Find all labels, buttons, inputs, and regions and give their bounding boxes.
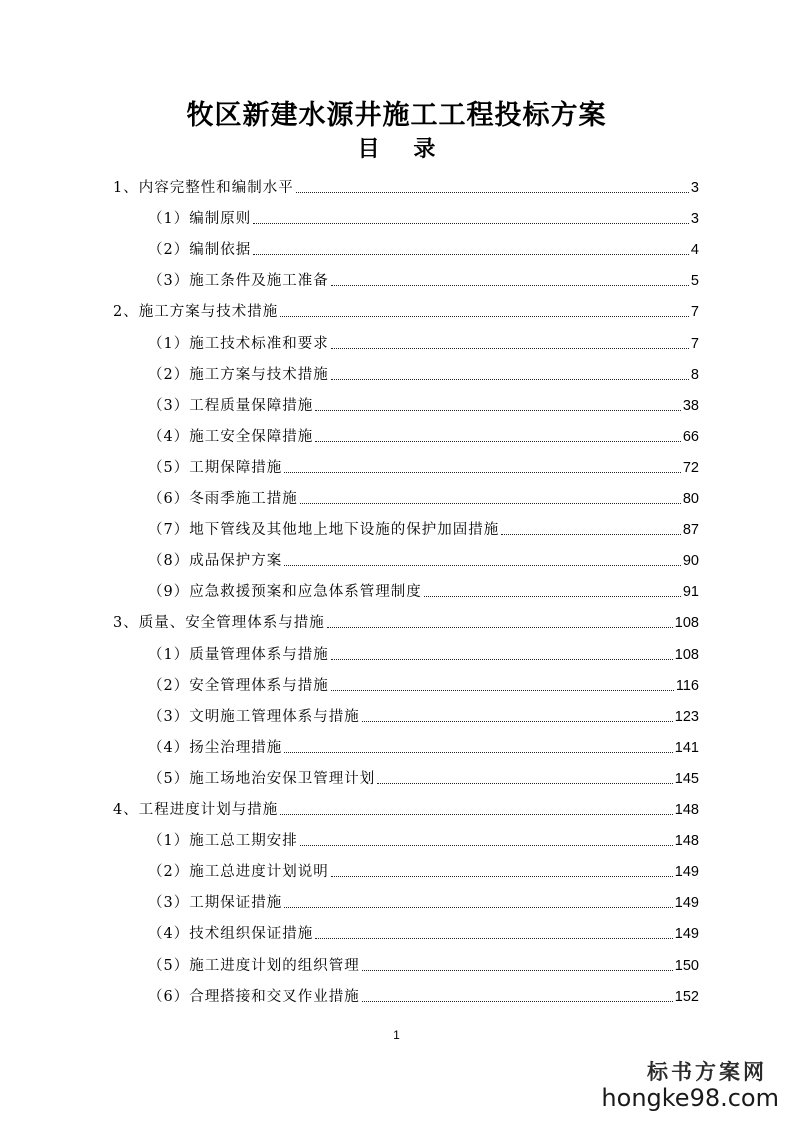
toc-entry-page: 145 bbox=[674, 770, 699, 787]
toc-entry[interactable] bbox=[148, 266, 699, 290]
toc-dot-leader bbox=[315, 938, 673, 939]
toc-dot-leader bbox=[501, 534, 681, 535]
toc-entry-page: 4 bbox=[690, 242, 699, 259]
toc-entry-label: （1）施工总工期安排 bbox=[148, 833, 298, 850]
toc-dot-leader bbox=[253, 254, 689, 255]
toc-entry[interactable] bbox=[148, 422, 699, 446]
toc-entry[interactable] bbox=[113, 795, 699, 819]
toc-entry-page: 7 bbox=[690, 335, 699, 352]
toc-dot-leader bbox=[296, 192, 689, 193]
toc-entry-page: 7 bbox=[690, 304, 699, 321]
toc-dot-leader bbox=[331, 690, 674, 691]
toc-entry[interactable] bbox=[148, 640, 699, 664]
toc-entry[interactable] bbox=[148, 360, 699, 384]
toc-entry-label: （6）合理搭接和交叉作业措施 bbox=[148, 988, 360, 1005]
toc-dot-leader bbox=[331, 379, 689, 380]
toc-entry-label: （6）冬雨季施工措施 bbox=[148, 491, 298, 507]
toc-dot-leader bbox=[253, 223, 689, 224]
toc-dot-leader bbox=[280, 316, 689, 317]
toc-entry[interactable] bbox=[148, 919, 699, 943]
toc-dot-leader bbox=[284, 752, 673, 753]
toc-entry-label: 1、内容完整性和编制水平 bbox=[113, 180, 294, 196]
toc-entry[interactable] bbox=[148, 826, 699, 850]
toc-entry[interactable] bbox=[148, 235, 699, 259]
toc-entry[interactable] bbox=[113, 297, 699, 321]
watermark-url: hongke98.com bbox=[601, 1084, 779, 1112]
toc-entry-label: （2）安全管理体系与措施 bbox=[148, 677, 329, 694]
toc-entry[interactable] bbox=[148, 329, 699, 353]
toc-entry-label: （9）应急救援预案和应急体系管理制度 bbox=[148, 584, 422, 601]
toc-entry-label: （3）施工条件及施工准备 bbox=[148, 273, 329, 290]
toc-entry[interactable] bbox=[148, 951, 699, 975]
toc-entry-label: （4）施工安全保障措施 bbox=[148, 428, 314, 445]
toc-entry[interactable] bbox=[148, 671, 699, 695]
toc-dot-leader bbox=[280, 814, 673, 815]
toc-entry-page: 80 bbox=[682, 491, 699, 507]
toc-entry-label: （3）工程质量保障措施 bbox=[148, 397, 314, 414]
toc-entry-label: （3）工期保证措施 bbox=[148, 895, 283, 912]
toc-entry-page: 87 bbox=[682, 522, 699, 539]
toc-entry[interactable] bbox=[148, 857, 699, 881]
toc-dot-leader bbox=[284, 565, 681, 566]
toc-dot-leader bbox=[300, 503, 681, 504]
page-number: 1 bbox=[393, 1028, 400, 1042]
toc-entry-page: 3 bbox=[690, 180, 699, 196]
toc-entry-label: （2）施工方案与技术措施 bbox=[148, 366, 329, 383]
toc-dot-leader bbox=[331, 348, 689, 349]
toc-dot-leader bbox=[362, 1001, 673, 1002]
toc-entry-page: 149 bbox=[674, 926, 699, 943]
toc-heading-char-1: 目 bbox=[357, 137, 380, 162]
toc-dot-leader bbox=[284, 907, 673, 908]
toc-entry-page: 148 bbox=[674, 833, 699, 850]
watermark-name: 标书方案网 bbox=[647, 1059, 767, 1084]
toc-entry-label: （1）质量管理体系与措施 bbox=[148, 646, 329, 663]
toc-entry-page: 116 bbox=[675, 677, 699, 694]
toc-dot-leader bbox=[315, 441, 681, 442]
toc-dot-leader bbox=[300, 845, 673, 846]
toc-entry-label: 2、施工方案与技术措施 bbox=[113, 304, 279, 321]
toc-dot-leader bbox=[331, 285, 689, 286]
toc-entry-label: （1）编制原则 bbox=[148, 211, 252, 228]
toc-entry-label: （3）文明施工管理体系与措施 bbox=[148, 708, 360, 725]
toc-entry-page: 38 bbox=[682, 397, 699, 414]
toc-dot-leader bbox=[327, 627, 673, 628]
watermark-logo bbox=[579, 1056, 779, 1112]
toc-entry[interactable] bbox=[113, 608, 699, 632]
toc-entry[interactable] bbox=[148, 888, 699, 912]
toc-entry[interactable] bbox=[148, 453, 699, 477]
toc-entry[interactable] bbox=[148, 515, 699, 539]
toc-dot-leader bbox=[331, 659, 673, 660]
toc-dot-leader bbox=[331, 876, 673, 877]
toc-entry-label: （4）扬尘治理措施 bbox=[148, 739, 283, 756]
toc-entry-page: 108 bbox=[674, 615, 699, 632]
toc-entry[interactable] bbox=[113, 173, 699, 197]
toc-entry[interactable] bbox=[148, 204, 699, 228]
toc-entry-label: （2）施工总进度计划说明 bbox=[148, 864, 329, 881]
toc-dot-leader bbox=[284, 472, 681, 473]
toc-entry[interactable] bbox=[148, 546, 699, 570]
toc-entry-page: 141 bbox=[674, 739, 699, 756]
toc-entry-page: 5 bbox=[690, 273, 699, 290]
toc-entry-page: 8 bbox=[690, 366, 699, 383]
toc-entry[interactable] bbox=[148, 764, 699, 788]
toc-entry[interactable] bbox=[148, 484, 699, 508]
toc-dot-leader bbox=[362, 721, 673, 722]
document-title: 牧区新建水源井施工工程投标方案 bbox=[186, 100, 607, 131]
toc-entry-page: 149 bbox=[674, 895, 699, 912]
toc-entry[interactable] bbox=[148, 702, 699, 726]
toc-entry-label: （4）技术组织保证措施 bbox=[148, 926, 314, 943]
toc-entry-page: 90 bbox=[682, 553, 699, 570]
toc-entry[interactable] bbox=[148, 577, 699, 601]
toc-dot-leader bbox=[362, 970, 673, 971]
toc-heading-char-2: 录 bbox=[413, 137, 436, 162]
toc-entry-page: 3 bbox=[690, 211, 699, 228]
toc-dot-leader bbox=[315, 410, 681, 411]
toc-entry-label: （5）施工场地治安保卫管理计划 bbox=[148, 770, 376, 787]
toc-entry-page: 66 bbox=[682, 428, 699, 445]
toc-entry-page: 108 bbox=[674, 646, 699, 663]
toc-entry-label: （5）施工进度计划的组织管理 bbox=[148, 957, 360, 974]
toc-dot-leader bbox=[424, 596, 681, 597]
toc-entry-page: 123 bbox=[674, 708, 699, 725]
toc-entry-page: 148 bbox=[674, 802, 699, 818]
toc-entry-label: 4、工程进度计划与措施 bbox=[113, 802, 279, 818]
toc-entry-label: （2）编制依据 bbox=[148, 242, 252, 259]
toc-entry-page: 91 bbox=[682, 584, 699, 601]
toc-entry-label: （1）施工技术标准和要求 bbox=[148, 335, 329, 352]
toc-entry-label: （5）工期保障措施 bbox=[148, 459, 283, 476]
toc-entry[interactable] bbox=[148, 391, 699, 415]
toc-entry-label: 3、质量、安全管理体系与措施 bbox=[113, 615, 325, 632]
toc-entry-page: 149 bbox=[674, 864, 699, 881]
toc-entry[interactable] bbox=[148, 982, 699, 1006]
toc-entry-page: 150 bbox=[674, 957, 699, 974]
toc-entry[interactable] bbox=[148, 733, 699, 757]
toc-entry-page: 72 bbox=[682, 459, 699, 476]
toc-dot-leader bbox=[377, 783, 673, 784]
toc-entry-label: （8）成品保护方案 bbox=[148, 553, 283, 570]
toc-heading bbox=[0, 132, 793, 163]
toc-entry-page: 152 bbox=[674, 988, 699, 1005]
toc-entry-label: （7）地下管线及其他地上地下设施的保护加固措施 bbox=[148, 522, 500, 539]
